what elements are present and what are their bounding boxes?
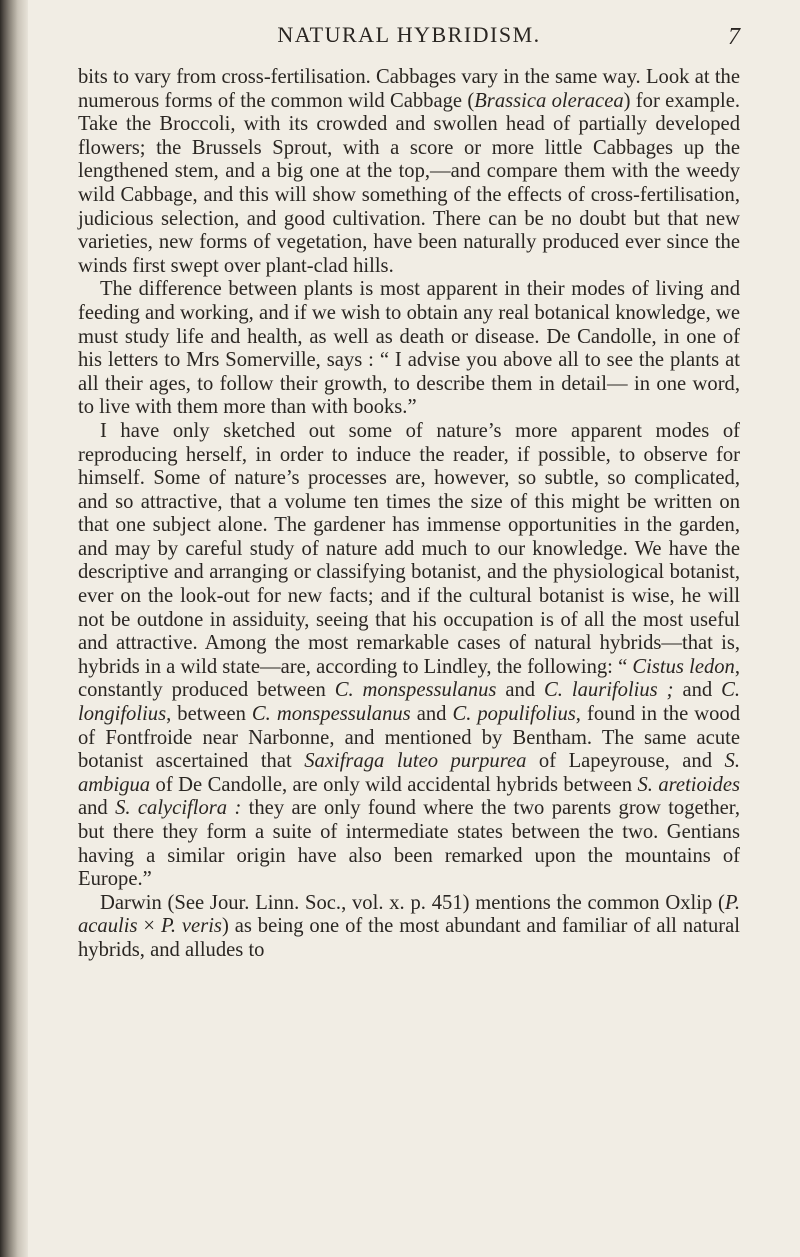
text-run: × (137, 915, 161, 938)
paragraph-3 (78, 420, 740, 892)
text-run: they are only found where the two parents grow together, but there they form a suite of intermediate states between the two. Gentians having a similar origin have also been remarked upon the mountains of Europe.” (78, 797, 740, 891)
paragraph-1 (78, 66, 740, 278)
italic-run: C. monspessulanus (334, 679, 497, 702)
italic-run: Cistus ledon (632, 655, 735, 678)
italic-run: C. monspessulanus (251, 703, 411, 726)
text-run: bits to vary from cross-fertilisation. Cabbages vary in the same way. Look at the numerous forms of the common wild Cabbage ( (78, 66, 740, 112)
text-run: and (410, 703, 453, 726)
body-text (78, 66, 740, 963)
text-run: and (496, 679, 545, 702)
italic-run: Brassica oleracea (474, 89, 624, 112)
page-number: 7 (728, 24, 740, 50)
text-run: and (673, 679, 722, 702)
italic-run: S. calyciflora : (115, 797, 242, 820)
book-page (78, 0, 740, 1257)
text-run: Darwin (See Jour. Linn. Soc., vol. x. p. 451) mentions the common Oxlip ( (100, 891, 725, 914)
text-run: of Lapeyrouse, and (526, 750, 725, 773)
italic-run: P. veris (160, 915, 222, 938)
paragraph-2 (78, 278, 740, 420)
italic-run: S. aretioides (637, 773, 740, 796)
text-run: , between (166, 703, 252, 726)
italic-run: C. populifolius (452, 703, 576, 726)
book-binding-edge (0, 0, 28, 1257)
italic-run: C. longifolius (78, 679, 741, 726)
running-title: NATURAL HYBRIDISM. (277, 22, 541, 47)
paragraph-4 (78, 892, 740, 963)
text-run: , found in the wood of Fontfroide near Narbonne, and mentioned by Bentham. The same acute botanist ascertained that (78, 703, 741, 773)
running-header (78, 22, 740, 52)
italic-run: S. ambigua (78, 750, 740, 796)
text-run: ) for example. Take the Broccoli, with its crowded and swollen head of partially developed flowers; the Brussels Sprout, with a score or more little Cabbages up the lengthened stem, and a big one at the top,—and compare them with the weedy wild Cabbage, and this will show something of the effects of cross-fertilisation, judicious selection, and good cultivation. There can be no doubt but that new varieties, new forms of vegetation, have been naturally produced ever since the winds first swept over plant-clad hills. (78, 89, 740, 277)
text-run: and (78, 797, 116, 820)
italic-run: Saxifraga luteo purpurea (304, 750, 527, 773)
text-run: I have only sketched out some of nature’s more apparent modes of reproducing herself, in order to induce the reader, if possible, to observe for himself. Some of nature’s processes are, however, so subtle, so complicated, and so attractive, that a volume ten times the size of this might be written on that one subject alone. The gardener has immense opportunities in the garden, and may by careful study of nature add much to our knowledge. We have the descriptive and arranging or classifying botanist, and the physiological botanist, ever on the look-out for new facts; and if the cultural botanist is wise, he will not be outdone in assiduity, seeing that his occupation is of all the most useful and attractive. Among the most remarkable cases of natural hybrids—that is, hybrids in a wild state—are, according to Lindley, the following: “ (78, 419, 740, 678)
italic-run: P. acaulis (78, 891, 740, 938)
text-run: , constantly produced between (78, 655, 741, 702)
text-run: ) as being one of the most abundant and familiar of all natural hybrids, and alludes to (78, 915, 740, 961)
italic-run: C. laurifolius ; (544, 679, 674, 702)
text-run: of De Candolle, are only wild accidental hybrids between (150, 773, 638, 796)
text-run: The difference between plants is most apparent in their modes of living and feeding and working, and if we wish to obtain any real botanical knowledge, we must study life and health, as well as death or disease. De Candolle, in one of his letters to Mrs Somerville, says : “ I advise you above all to see the plants at all their ages, to follow their growth, to describe them in detail— in one word, to live with them more than with books.” (78, 278, 740, 419)
